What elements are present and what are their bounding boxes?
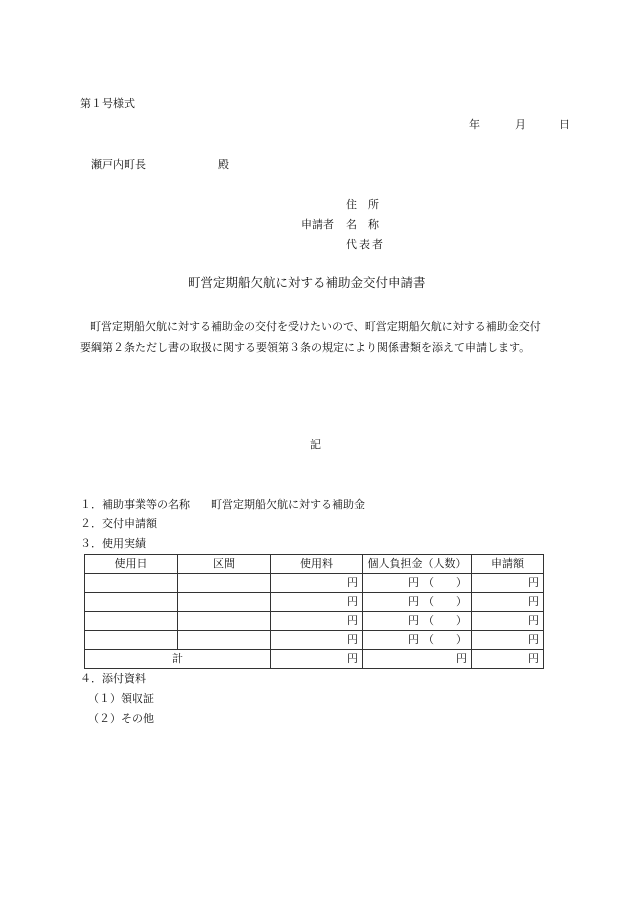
section-cell[interactable]	[178, 631, 271, 650]
yen-unit: 円	[408, 576, 419, 589]
yen-unit: 円	[408, 595, 419, 608]
fee-cell[interactable]	[271, 631, 363, 650]
usage-table	[84, 554, 544, 669]
table-row	[85, 574, 544, 593]
document-title: 町営定期船欠航に対する補助金交付申請書	[188, 275, 426, 290]
header-section: 区間	[178, 555, 271, 574]
date-cell[interactable]	[85, 612, 178, 631]
date-year-label: 年	[469, 118, 480, 131]
table-header-row	[85, 555, 544, 574]
yen-unit: 円	[408, 614, 419, 627]
yen-unit: 円	[528, 595, 539, 608]
fee-cell[interactable]	[271, 574, 363, 593]
addressee-honorific: 殿	[218, 158, 229, 171]
applied-cell[interactable]	[472, 574, 544, 593]
header-usage-date: 使用日	[85, 555, 178, 574]
section-3-label: ３．使用実績	[80, 537, 146, 550]
body-paragraph: 町営定期船欠航に対する補助金の交付を受けたいので、町営定期船欠航に対する補助金交付要綱第２条ただし書の取扱に関する要領第３条の規定により関係書類を添えて申請します。	[80, 320, 541, 354]
fee-cell[interactable]	[271, 593, 363, 612]
section-4-label: ４．添付資料	[80, 672, 146, 685]
paren-open: （	[423, 614, 434, 627]
yen-unit: 円	[347, 633, 358, 646]
table-row	[85, 631, 544, 650]
date-day-label: 日	[559, 118, 570, 131]
table-row	[85, 593, 544, 612]
date-month-label: 月	[515, 118, 526, 131]
total-fee-cell[interactable]	[271, 650, 363, 669]
date-cell[interactable]	[85, 593, 178, 612]
ki-heading: 記	[310, 438, 321, 451]
date-cell[interactable]	[85, 574, 178, 593]
burden-cell[interactable]	[363, 631, 472, 650]
yen-unit: 円	[528, 576, 539, 589]
yen-unit: 円	[347, 576, 358, 589]
yen-unit: 円	[528, 633, 539, 646]
addressee-name: 瀬戸内町長	[91, 158, 146, 171]
attachment-item-receipt: （１）領収証	[88, 692, 154, 705]
paren-close: ）	[456, 595, 467, 608]
date-line	[469, 118, 570, 132]
total-applied-cell[interactable]	[472, 650, 544, 669]
yen-unit: 円	[347, 614, 358, 627]
yen-unit: 円	[456, 652, 467, 665]
section-cell[interactable]	[178, 574, 271, 593]
yen-unit: 円	[528, 652, 539, 665]
header-personal-burden: 個人負担金（人数）	[363, 555, 472, 574]
yen-unit: 円	[347, 595, 358, 608]
applicant-representative-label: 代表者	[346, 238, 385, 251]
paren-close: ）	[456, 633, 467, 646]
yen-unit: 円	[347, 652, 358, 665]
paren-close: ）	[456, 576, 467, 589]
table-total-row	[85, 650, 544, 669]
total-label-cell	[85, 650, 271, 669]
paren-open: （	[423, 595, 434, 608]
yen-unit: 円	[528, 614, 539, 627]
paren-close: ）	[456, 614, 467, 627]
section-1	[80, 498, 190, 512]
applied-cell[interactable]	[472, 593, 544, 612]
fee-cell[interactable]	[271, 612, 363, 631]
burden-cell[interactable]	[363, 612, 472, 631]
yen-unit: 円	[408, 633, 419, 646]
header-fee: 使用料	[271, 555, 363, 574]
section-2-label: ２．交付申請額	[80, 517, 157, 530]
total-burden-cell[interactable]	[363, 650, 472, 669]
burden-cell[interactable]	[363, 593, 472, 612]
addressee	[91, 158, 146, 172]
applicant-name-label: 名 称	[346, 218, 379, 231]
section-cell[interactable]	[178, 612, 271, 631]
form-number: 第１号様式	[80, 97, 135, 110]
paren-open: （	[423, 633, 434, 646]
section-cell[interactable]	[178, 593, 271, 612]
applied-cell[interactable]	[472, 612, 544, 631]
paren-open: （	[423, 576, 434, 589]
date-cell[interactable]	[85, 631, 178, 650]
applicant-label: 申請者	[301, 218, 334, 231]
section-1-value: 町営定期船欠航に対する補助金	[211, 498, 365, 511]
applicant-address-label: 住 所	[346, 198, 379, 211]
burden-cell[interactable]	[363, 574, 472, 593]
header-applied-amount: 申請額	[472, 555, 544, 574]
section-1-label: １．補助事業等の名称	[80, 498, 190, 511]
attachment-item-other: （２）その他	[88, 712, 154, 725]
table-row	[85, 612, 544, 631]
total-label: 計	[172, 652, 183, 665]
applied-cell[interactable]	[472, 631, 544, 650]
